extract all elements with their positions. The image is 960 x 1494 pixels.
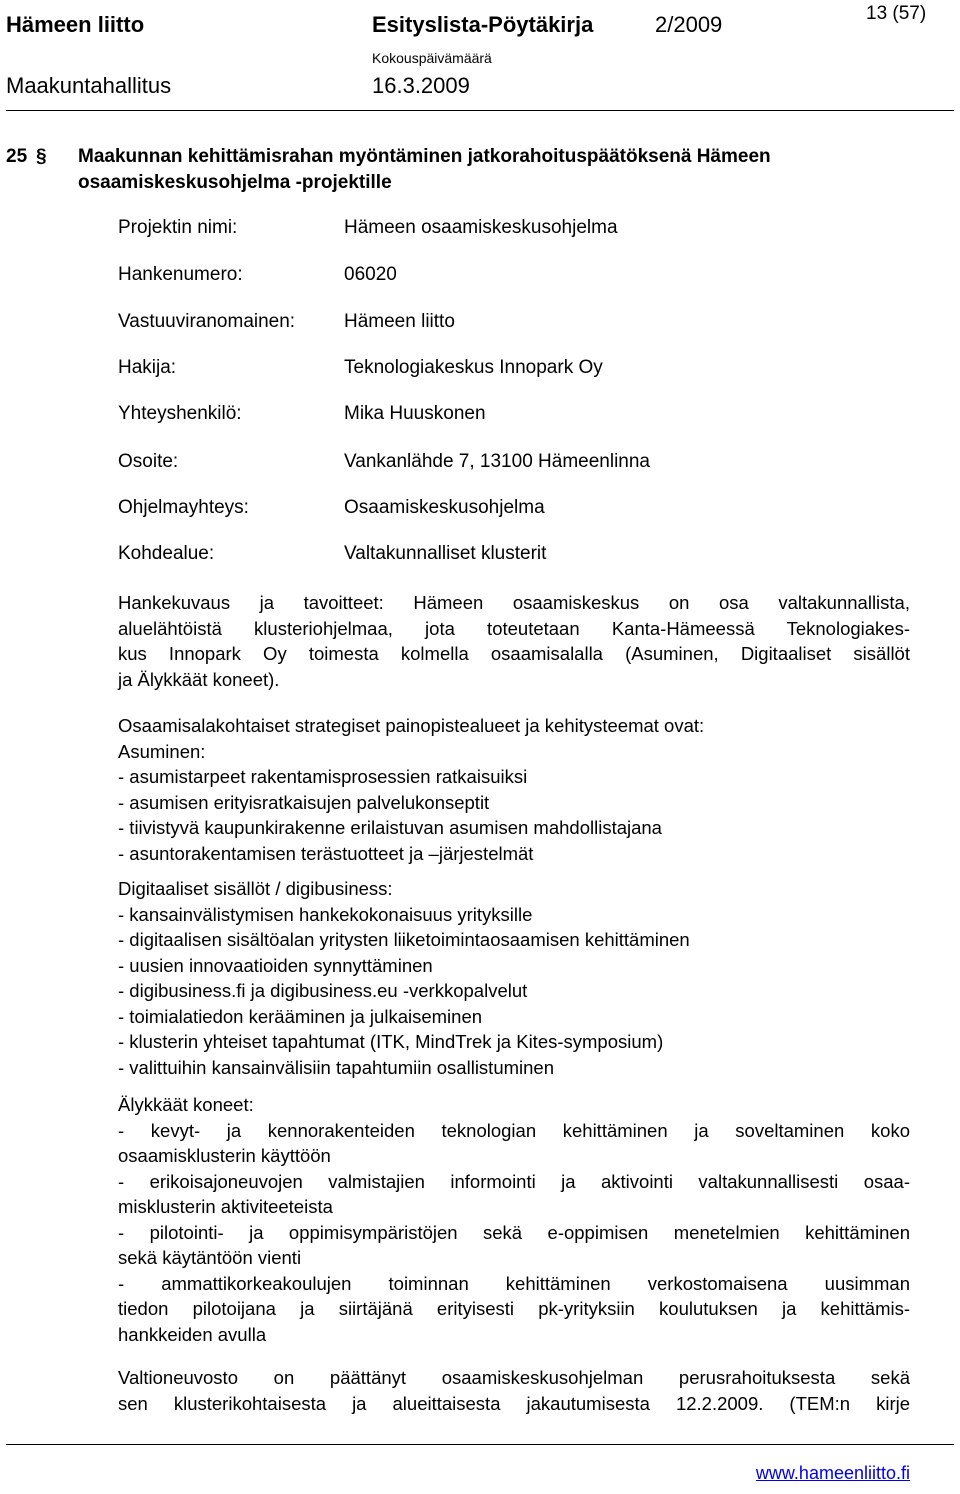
description-line: ja Älykkäät koneet). [118,668,280,690]
aly-heading: Älykkäät koneet: [118,1094,254,1115]
header-org: Hämeen liitto [6,12,145,37]
field-value-project-number: 06020 [344,264,397,285]
asuminen-heading: Asuminen: [118,740,206,762]
field-label-authority: Vastuuviranomainen: [118,311,296,332]
strategy-intro: Osaamisalakohtaiset strategiset painopistealueet ja kehitysteemat ovat: [118,715,705,736]
list-item: - asumisen erityisratkaisujen palvelukonseptit [118,791,490,813]
list-item: - asumistarpeet rakentamisprosessien ratkaisuiksi [118,766,528,787]
list-item: - klusterin yhteiset tapahtumat (ITK, MindTrek ja Kites-symposium) [118,1031,664,1052]
list-item-continuation: tiedon pilotoijana ja siirtäjänä erityisesti pk-yrityksiin koulutuksen ja kehittämis- [118,1298,910,1319]
field-value-authority: Hämeen liitto [344,311,455,332]
header-meeting-date: 16.3.2009 [372,73,470,98]
field-label-contact: Yhteyshenkilö: [118,403,242,424]
field-value-address: Vankanlähde 7, 13100 Hämeenlinna [344,451,650,472]
field-value-target-area: Valtakunnalliset klusterit [344,543,547,564]
list-item: - asuntorakentamisen terästuotteet ja –järjestelmät [118,842,534,864]
item-number: 25 [6,146,28,167]
field-label-project-number: Hankenumero: [118,264,243,285]
list-item: - erikoisajoneuvojen valmistajien informointi ja aktivointi valtakunnallisesti osaa- [118,1170,910,1192]
footer-website-link[interactable]: www.hameenliitto.fi [755,1463,910,1483]
list-item: - kansainvälistymisen hankekokonaisuus yrityksille [118,903,533,925]
header-doc-type: Esityslista-Pöytäkirja [372,12,594,37]
project-description [118,590,910,692]
footer-divider [6,1444,954,1445]
field-value-project-name: Hämeen osaamiskeskusohjelma [344,217,618,238]
section-symbol: § [36,146,47,167]
list-item: - kevyt- ja kennorakenteiden teknologian kehittäminen ja soveltaminen koko [118,1119,910,1141]
header-meeting-date-label: Kokouspäivämäärä [372,50,492,66]
item-title-line2: osaamiskeskusohjelma -projektille [78,172,392,193]
digi-section [118,876,910,1080]
field-value-contact: Mika Huuskonen [344,403,486,424]
description-line: kus Innopark Oy toimesta kolmella osaamisalalla (Asuminen, Digitaaliset sisällöt [118,643,910,664]
field-label-project-name: Projektin nimi: [118,217,238,238]
item-title-line1: Maakunnan kehittämisrahan myöntäminen jatkorahoituspäätöksenä Hämeen [78,146,771,167]
list-item: - digibusiness.fi ja digibusiness.eu -verkkopalvelut [118,980,528,1001]
description-line: Hankekuvaus ja tavoitteet: Hämeen osaamiskeskus on osa valtakunnallista, [118,592,910,613]
field-label-program: Ohjelmayhteys: [118,497,249,518]
field-value-applicant: Teknologiakeskus Innopark Oy [344,357,603,378]
field-label-applicant: Hakija: [118,357,177,378]
header-doc-number: 2/2009 [655,12,723,37]
list-item: - valittuihin kansainvälisiin tapahtumiin osallistuminen [118,1056,554,1078]
strategy-section [118,713,910,866]
field-label-target-area: Kohdealue: [118,543,215,564]
closing-paragraph [118,1365,910,1416]
header-page-number: 13 (57) [866,3,927,24]
list-item-continuation: osaamisklusterin käyttöön [118,1145,331,1166]
list-item-continuation: misklusterin aktiviteeteista [118,1196,333,1217]
list-item: - pilotointi- ja oppimisympäristöjen sekä e-oppimisen menetelmien kehittäminen [118,1221,910,1243]
digi-heading: Digitaaliset sisällöt / digibusiness: [118,878,393,899]
field-value-program: Osaamiskeskusohjelma [344,497,545,518]
closing-line: sen klusterikohtaisesta ja alueittaisesta jakautumisesta 12.2.2009. (TEM:n kirje [118,1392,910,1414]
header-body-name: Maakuntahallitus [6,73,172,98]
list-item-continuation: sekä käytäntöön vienti [118,1247,302,1268]
list-item: - ammattikorkeakoulujen toiminnan kehittäminen verkostomaisena uusimman [118,1272,910,1294]
list-item: - toimialatiedon kerääminen ja julkaiseminen [118,1005,483,1027]
list-item: - uusien innovaatioiden synnyttäminen [118,954,433,976]
closing-line: Valtioneuvosto on päättänyt osaamiskeskusohjelman perusrahoituksesta sekä [118,1367,910,1388]
list-item: - digitaalisen sisältöalan yritysten liiketoimintaosaamisen kehittäminen [118,929,690,950]
header-divider [6,110,954,111]
aly-section [118,1092,910,1347]
description-line: aluelähtöistä klusteriohjelmaa, jota toteutetaan Kanta-Hämeessä Teknologiakes- [118,617,910,639]
list-item: - tiivistyvä kaupunkirakenne erilaistuvan asumisen mahdollistajana [118,817,662,838]
field-label-address: Osoite: [118,451,179,472]
list-item-continuation: hankkeiden avulla [118,1323,267,1345]
